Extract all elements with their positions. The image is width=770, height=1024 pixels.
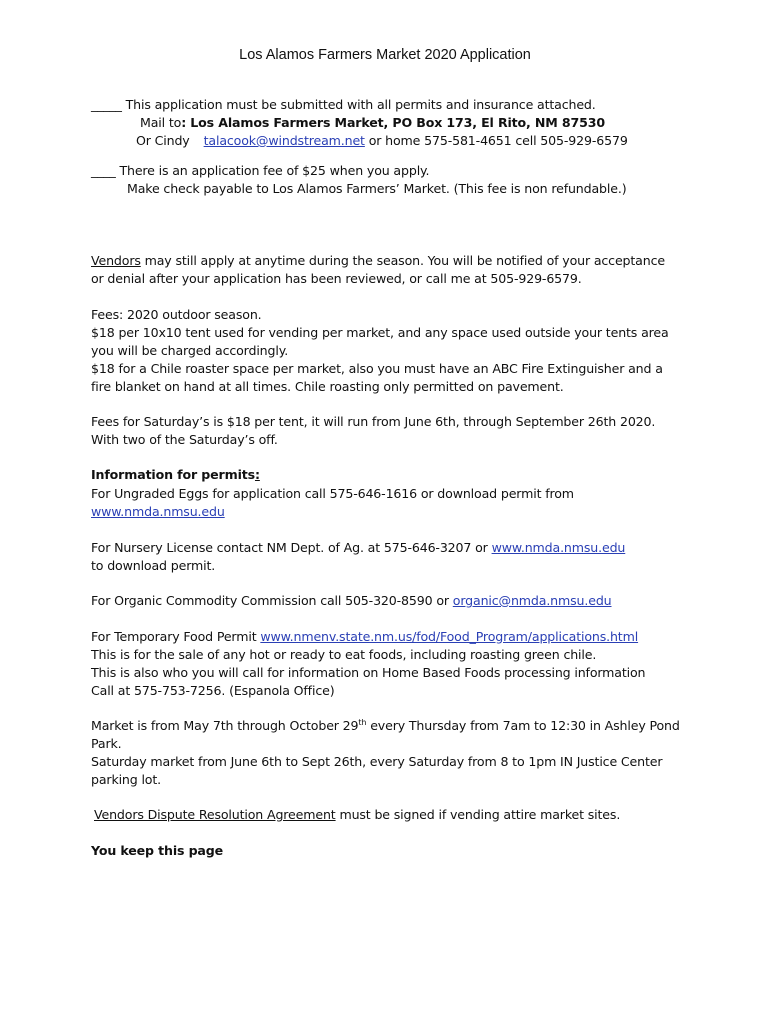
dispute-agreement-link[interactable]: Vendors Dispute Resolution Agreement (94, 807, 336, 822)
market-line-1: Market is from May 7th through October 29th every Thursday from 7am to 12:30 in Ashley Pond (91, 718, 680, 733)
check-payable-line: Make check payable to Los Alamos Farmers’ Market. (This fee is non refundable.) (127, 181, 627, 196)
checkbox-blank[interactable]: _____ (91, 97, 122, 112)
mail-to-line: Mail to: Los Alamos Farmers Market, PO Box 173, El Rito, NM 87530 (140, 115, 605, 130)
permits-heading: Information for permits: (91, 467, 260, 482)
submission-line: _____ This application must be submitted with all permits and insurance attached. (91, 97, 596, 112)
fees-line-3: $18 for a Chile roaster space per market, also you must have an ABC Fire Extinguisher and a (91, 361, 663, 376)
fees-line-4: fire blanket on hand at all times. Chile roasting only permitted on pavement. (91, 379, 564, 394)
nursery-line: For Nursery License contact NM Dept. of Ag. at 575-646-3207 or www.nmda.nmsu.edu (91, 540, 626, 555)
food-permit-line: For Temporary Food Permit www.nmenv.state.nm.us/fod/Food_Program/applications.html (91, 629, 639, 644)
dispute-line: Vendors Dispute Resolution Agreement must be signed if vending attire market sites. (94, 807, 621, 822)
food-permit-line-3: This is also who you will call for information on Home Based Foods processing information (91, 665, 646, 680)
vendors-line-2: or denial after your application has been reviewed, or call me at 505-929-6579. (91, 271, 582, 286)
organic-line: For Organic Commodity Commission call 505-320-8590 or organic@nmda.nmsu.edu (91, 593, 612, 608)
market-line-3: Saturday market from June 6th to Sept 26th, every Saturday from 8 to 1pm IN Justice Center (91, 754, 663, 769)
food-permit-line-4: Call at 575-753-7256. (Espanola Office) (91, 683, 335, 698)
fees-heading: Fees: 2020 outdoor season. (91, 307, 262, 322)
fees-line-2: you will be charged accordingly. (91, 343, 289, 358)
nursery-line-2: to download permit. (91, 558, 216, 573)
market-line-4: parking lot. (91, 772, 162, 787)
footer-note: You keep this page (91, 843, 224, 858)
nursery-nmda-link[interactable]: www.nmda.nmsu.edu (491, 540, 626, 555)
market-line-2: Park. (91, 736, 122, 751)
saturday-line-2: With two of the Saturday’s off. (91, 432, 278, 447)
contact-email-link[interactable]: talacook@windstream.net (203, 133, 365, 148)
vendors-link[interactable]: Vendors (91, 253, 141, 268)
food-program-link[interactable]: www.nmenv.state.nm.us/fod/Food_Program/applications.html (260, 629, 639, 644)
nmda-link[interactable]: www.nmda.nmsu.edu (91, 504, 225, 519)
fee-line: ____ There is an application fee of $25 when you apply. (91, 163, 430, 178)
food-permit-line-2: This is for the sale of any hot or ready to eat foods, including roasting green chile. (91, 647, 597, 662)
mailing-address: : Los Alamos Farmers Market, PO Box 173, El Rito, NM 87530 (181, 115, 605, 130)
fees-line-1: $18 per 10x10 tent used for vending per market, and any space used outside your tents area (91, 325, 669, 340)
vendors-line-1: Vendors may still apply at anytime during the season. You will be notified of your acceptance (91, 253, 665, 268)
organic-email-link[interactable]: organic@nmda.nmsu.edu (452, 593, 612, 608)
eggs-permit-link-line (91, 504, 225, 520)
contact-line: Or Cindy talacook@windstream.net or home 575-581-4651 cell 505-929-6579 (136, 133, 628, 148)
page-title: Los Alamos Farmers Market 2020 Application (239, 47, 531, 63)
checkbox-blank[interactable]: ____ (91, 163, 116, 178)
saturday-line-1: Fees for Saturday’s is $18 per tent, it will run from June 6th, through September 26th 2020. (91, 414, 656, 429)
eggs-permit-line: For Ungraded Eggs for application call 575-646-1616 or download permit from (91, 486, 574, 501)
